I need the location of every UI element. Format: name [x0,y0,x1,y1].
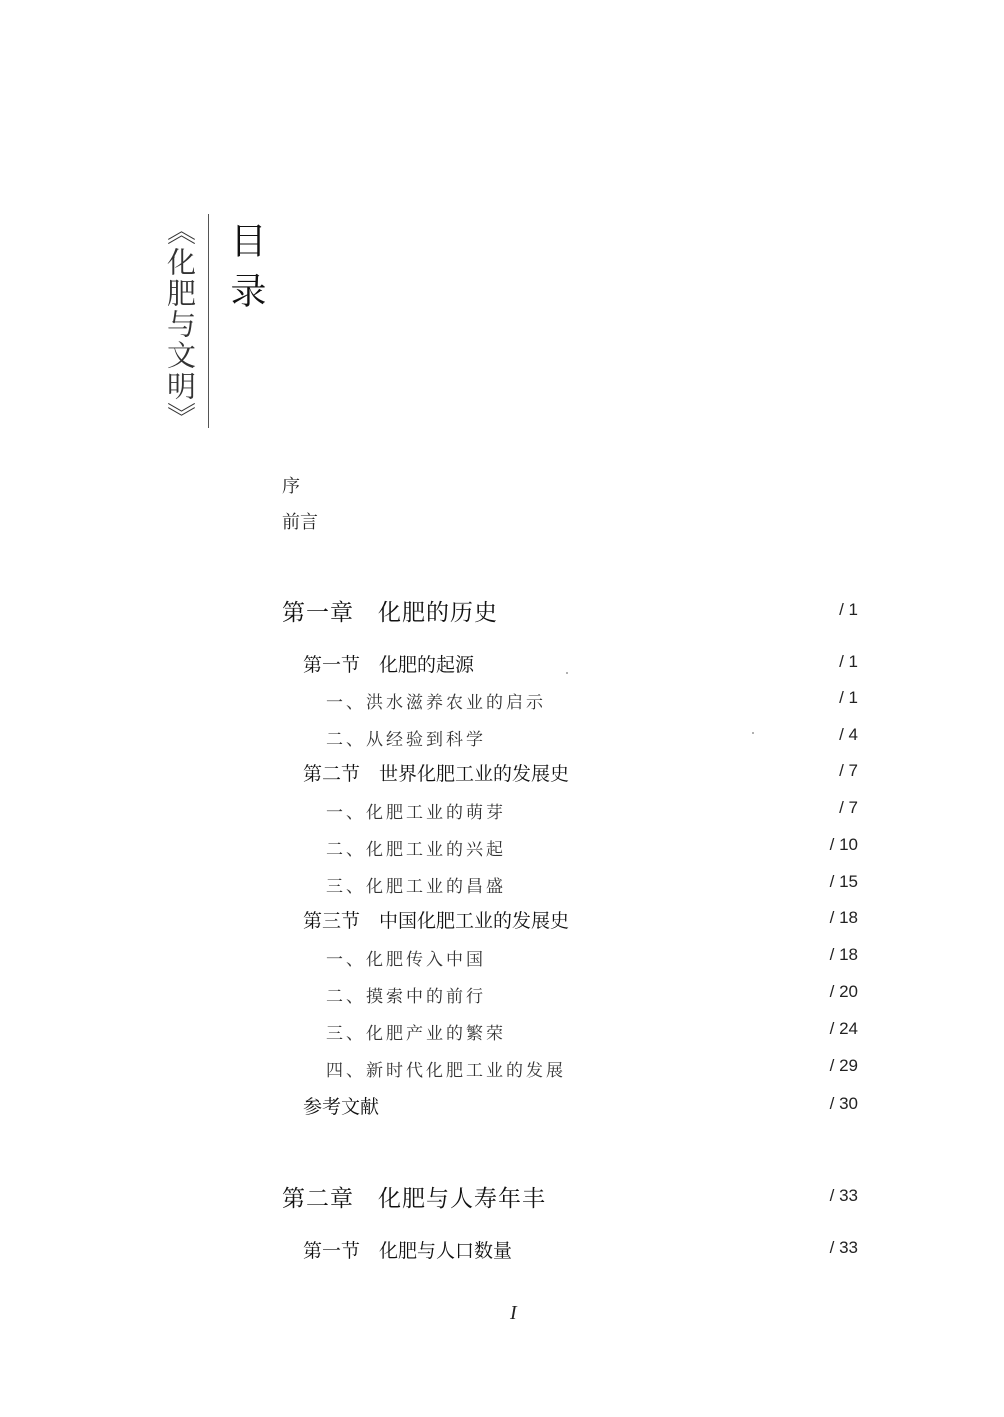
entry-page: / 18 [829,908,858,927]
book-title: 《化肥与文明》 [163,216,197,433]
toc-heading: 目录 [225,222,266,322]
front-matter-preface[interactable]: 序 [282,476,300,497]
entry-page: / 18 [829,945,858,964]
front-matter-foreword[interactable]: 前言 [282,512,318,533]
entry-page: / 33 [829,1186,858,1205]
entry-label: 三、化肥工业的昌盛 [326,877,506,897]
entry-label: 一、化肥传入中国 [326,950,486,970]
entry-page: / 7 [839,761,858,780]
entry-page: / 33 [829,1238,858,1257]
entry-page: / 24 [829,1019,858,1038]
entry-page: / 10 [829,835,858,854]
entry-label: 一、化肥工业的萌芽 [326,803,506,823]
entry-page: / 4 [839,725,858,744]
entry-page: / 30 [829,1094,858,1113]
entry-page: / 1 [839,652,858,671]
page-folio: I [510,1302,517,1324]
entry-label: 第二节 世界化肥工业的发展史 [303,763,570,785]
scan-speck [752,732,754,734]
entry-label: 参考文献 [303,1096,380,1118]
entry-label: 第一节 化肥的起源 [303,654,475,676]
title-divider [208,214,209,428]
entry-page: / 15 [829,872,858,891]
entry-page: / 20 [829,982,858,1001]
entry-label: 二、化肥工业的兴起 [326,840,506,860]
entry-label: 第二章 化肥与人寿年丰 [282,1186,546,1212]
entry-page: / 1 [839,600,858,619]
entry-label: 第一节 化肥与人口数量 [303,1240,513,1262]
entry-label: 二、从经验到科学 [326,730,486,750]
entry-page: / 29 [829,1056,858,1075]
entry-label: 第三节 中国化肥工业的发展史 [303,910,570,932]
entry-label: 一、洪水滋养农业的启示 [326,693,546,713]
entry-label: 二、摸索中的前行 [326,987,486,1007]
scan-speck [566,672,568,674]
entry-label: 三、化肥产业的繁荣 [326,1024,506,1044]
entry-label: 四、新时代化肥工业的发展 [326,1061,566,1081]
entry-page: / 1 [839,688,858,707]
entry-label: 第一章 化肥的历史 [282,600,498,626]
entry-page: / 7 [839,798,858,817]
